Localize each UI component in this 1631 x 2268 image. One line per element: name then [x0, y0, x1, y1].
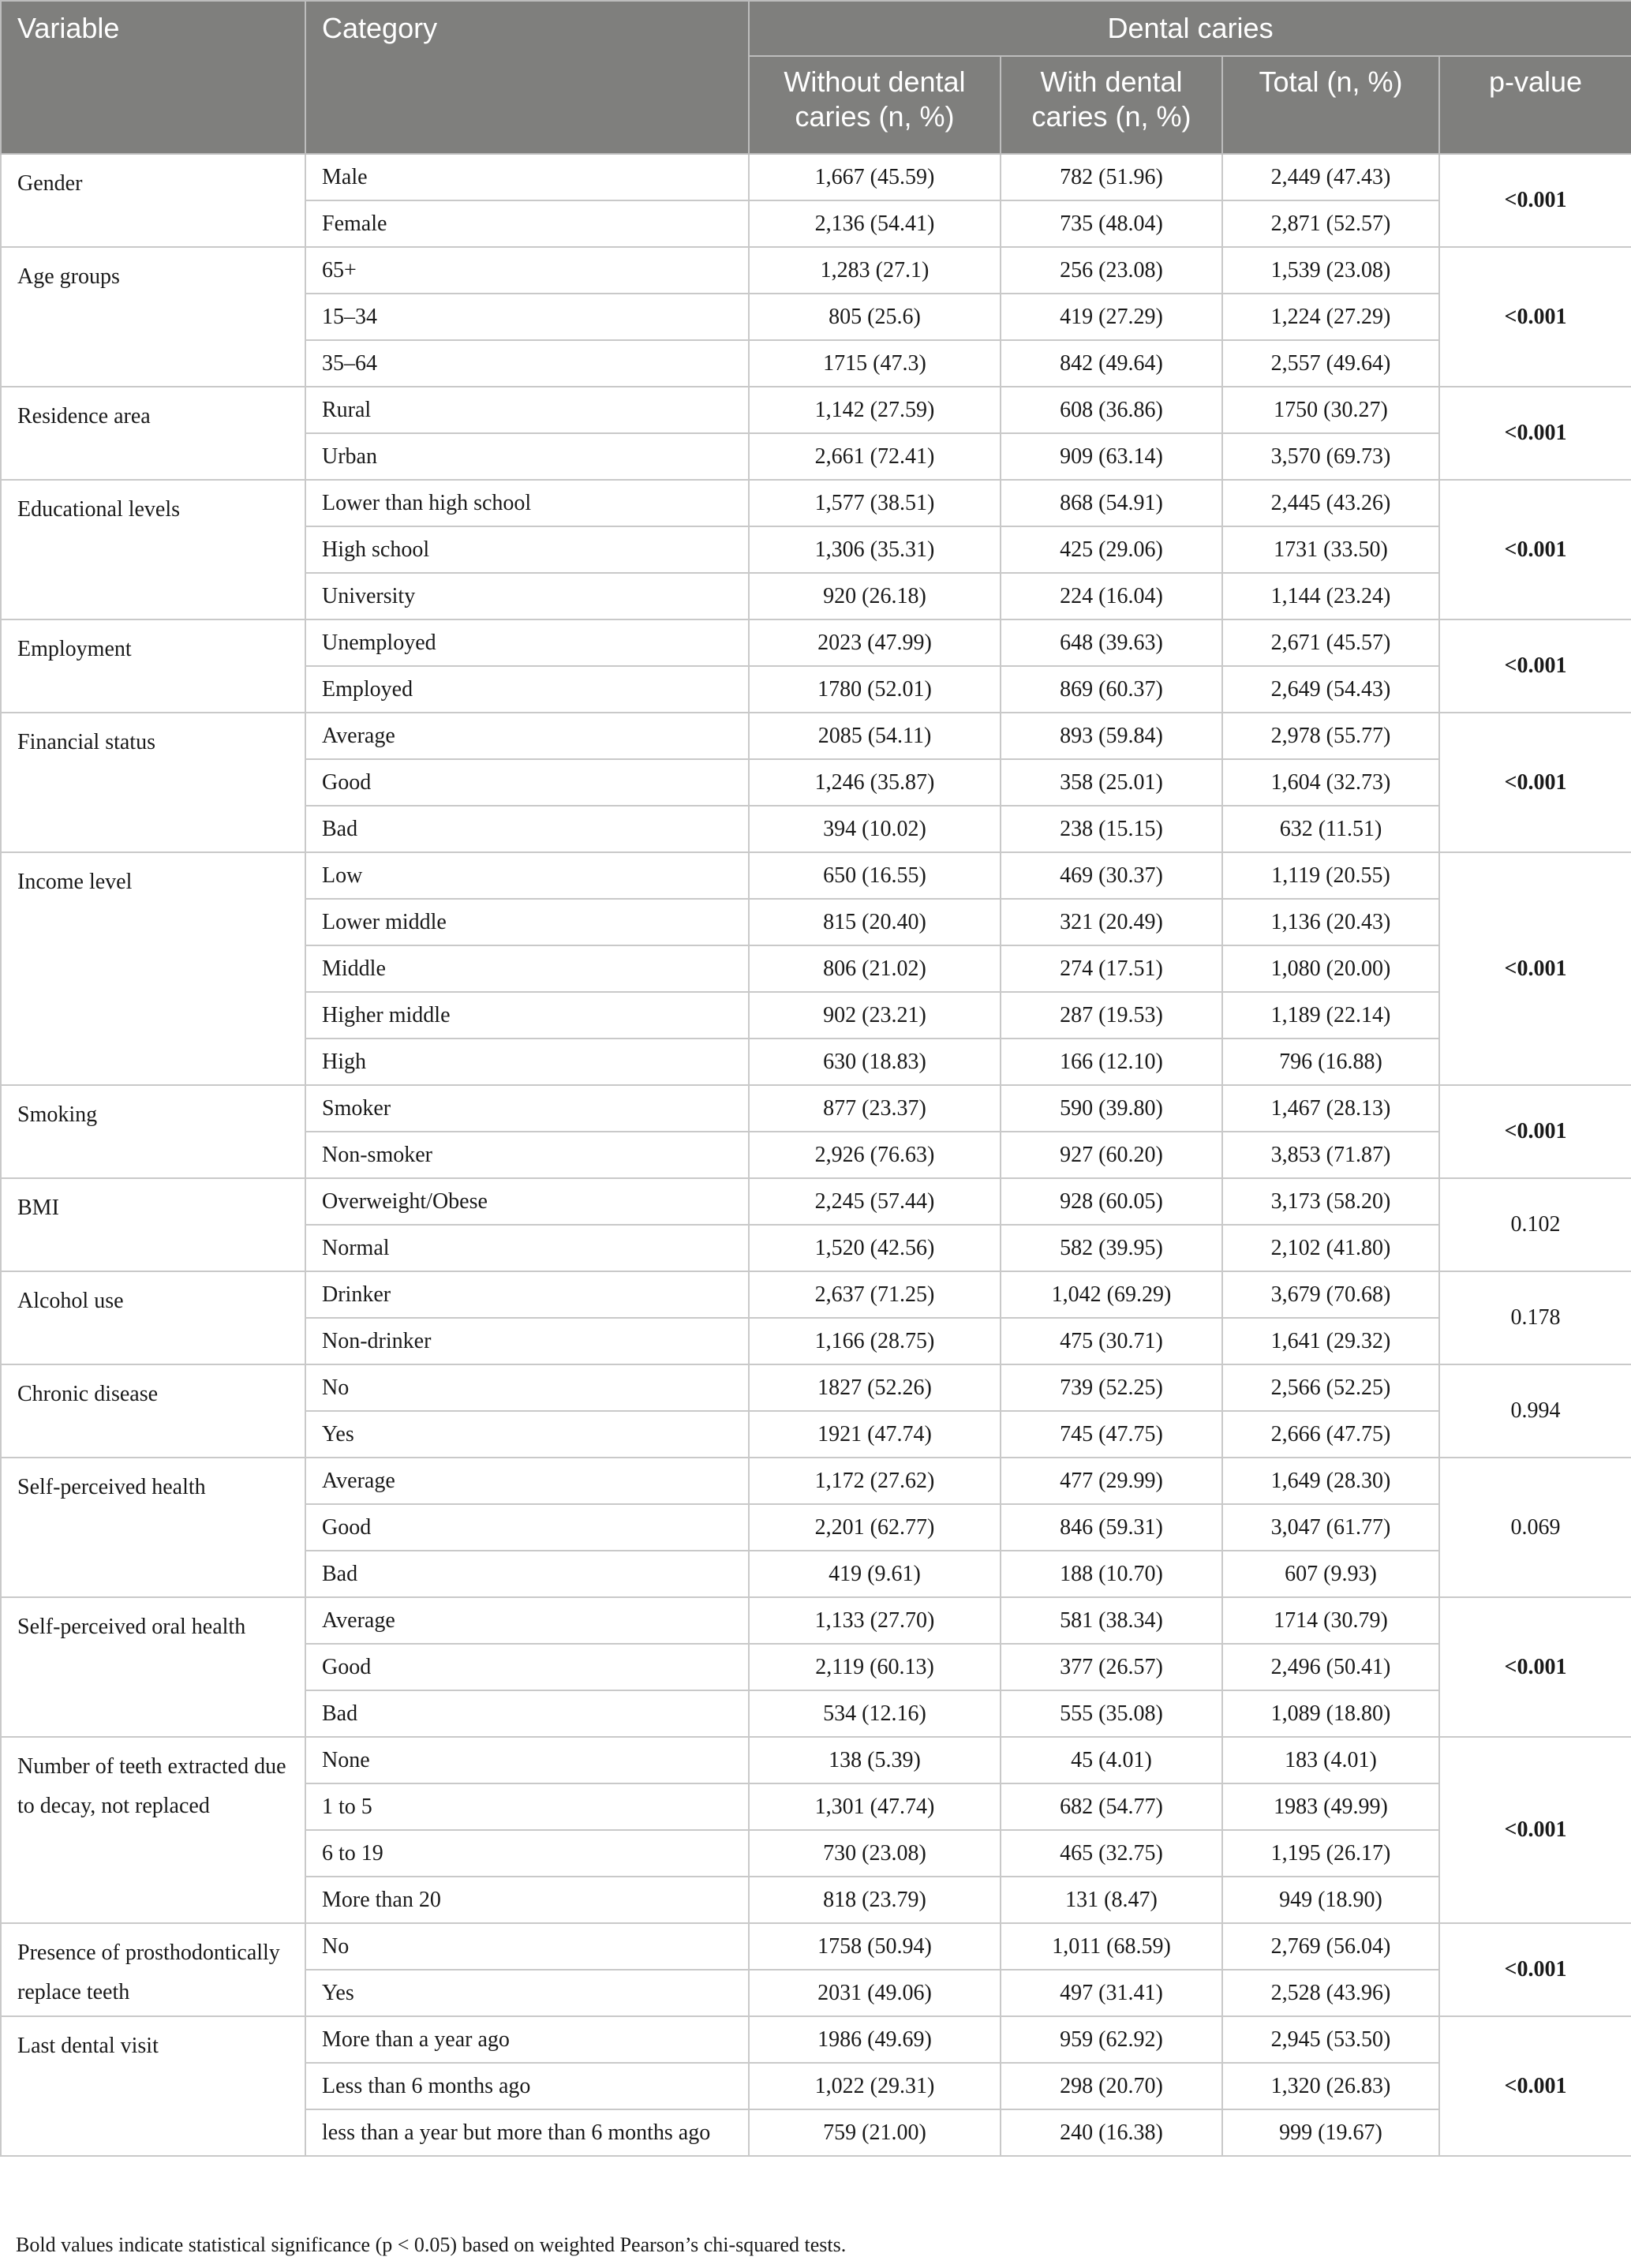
total-cell: 1,119 (20.55) [1222, 852, 1439, 899]
header-category: Category [305, 1, 749, 154]
with-caries-cell: 224 (16.04) [1001, 573, 1222, 619]
table-row [1, 1085, 1631, 1132]
without-caries-cell: 630 (18.83) [749, 1039, 1001, 1085]
without-caries-cell: 2,926 (76.63) [749, 1132, 1001, 1178]
category-cell: High school [305, 526, 749, 573]
table-row [1, 619, 1631, 666]
total-cell: 1,539 (23.08) [1222, 247, 1439, 294]
with-caries-cell: 735 (48.04) [1001, 200, 1222, 247]
variable-cell: Alcohol use [1, 1271, 305, 1364]
category-cell: 6 to 19 [305, 1830, 749, 1877]
without-caries-cell: 2085 (54.11) [749, 713, 1001, 759]
with-caries-cell: 928 (60.05) [1001, 1178, 1222, 1225]
p-value-cell: <0.001 [1439, 480, 1631, 619]
total-cell: 3,047 (61.77) [1222, 1504, 1439, 1551]
table-body [1, 154, 1631, 2156]
category-cell: less than a year but more than 6 months ago [305, 2109, 749, 2156]
variable-cell: Age groups [1, 247, 305, 387]
without-caries-cell: 806 (21.02) [749, 945, 1001, 992]
p-value-cell: <0.001 [1439, 713, 1631, 852]
total-cell: 949 (18.90) [1222, 1877, 1439, 1923]
variable-cell: Last dental visit [1, 2016, 305, 2156]
total-cell: 2,557 (49.64) [1222, 340, 1439, 387]
without-caries-cell: 1758 (50.94) [749, 1923, 1001, 1970]
with-caries-cell: 274 (17.51) [1001, 945, 1222, 992]
table-row [1, 2016, 1631, 2063]
total-cell: 2,449 (47.43) [1222, 154, 1439, 200]
total-cell: 607 (9.93) [1222, 1551, 1439, 1597]
category-cell: Bad [305, 1551, 749, 1597]
without-caries-cell: 2,136 (54.41) [749, 200, 1001, 247]
table-row [1, 1737, 1631, 1783]
without-caries-cell: 730 (23.08) [749, 1830, 1001, 1877]
without-caries-cell: 1,142 (27.59) [749, 387, 1001, 433]
with-caries-cell: 287 (19.53) [1001, 992, 1222, 1039]
table-row [1, 1458, 1631, 1504]
with-caries-cell: 581 (38.34) [1001, 1597, 1222, 1644]
variable-cell: Self-perceived health [1, 1458, 305, 1597]
category-cell: More than 20 [305, 1877, 749, 1923]
without-caries-cell: 1,172 (27.62) [749, 1458, 1001, 1504]
total-cell: 1,649 (28.30) [1222, 1458, 1439, 1504]
header-p-value: p-value [1439, 56, 1631, 154]
variable-cell: BMI [1, 1178, 305, 1271]
without-caries-cell: 2,119 (60.13) [749, 1644, 1001, 1690]
with-caries-cell: 45 (4.01) [1001, 1737, 1222, 1783]
without-caries-cell: 920 (26.18) [749, 573, 1001, 619]
with-caries-cell: 131 (8.47) [1001, 1877, 1222, 1923]
without-caries-cell: 818 (23.79) [749, 1877, 1001, 1923]
with-caries-cell: 1,042 (69.29) [1001, 1271, 1222, 1318]
table-row [1, 1178, 1631, 1225]
p-value-cell: <0.001 [1439, 1597, 1631, 1737]
with-caries-cell: 1,011 (68.59) [1001, 1923, 1222, 1970]
total-cell: 2,671 (45.57) [1222, 619, 1439, 666]
total-cell: 1750 (30.27) [1222, 387, 1439, 433]
total-cell: 999 (19.67) [1222, 2109, 1439, 2156]
table-row [1, 713, 1631, 759]
without-caries-cell: 650 (16.55) [749, 852, 1001, 899]
with-caries-cell: 608 (36.86) [1001, 387, 1222, 433]
without-caries-cell: 394 (10.02) [749, 806, 1001, 852]
category-cell: University [305, 573, 749, 619]
with-caries-cell: 555 (35.08) [1001, 1690, 1222, 1737]
without-caries-cell: 1780 (52.01) [749, 666, 1001, 713]
with-caries-cell: 425 (29.06) [1001, 526, 1222, 573]
category-cell: 65+ [305, 247, 749, 294]
without-caries-cell: 1,577 (38.51) [749, 480, 1001, 526]
category-cell: Urban [305, 433, 749, 480]
variable-cell: Self-perceived oral health [1, 1597, 305, 1737]
category-cell: Female [305, 200, 749, 247]
p-value-cell: <0.001 [1439, 1923, 1631, 2016]
table-row [1, 852, 1631, 899]
table-row [1, 1923, 1631, 1970]
total-cell: 1,144 (23.24) [1222, 573, 1439, 619]
category-cell: Lower than high school [305, 480, 749, 526]
without-caries-cell: 534 (12.16) [749, 1690, 1001, 1737]
category-cell: Average [305, 1458, 749, 1504]
total-cell: 1,195 (26.17) [1222, 1830, 1439, 1877]
without-caries-cell: 2023 (47.99) [749, 619, 1001, 666]
table-header [1, 1, 1631, 154]
category-cell: More than a year ago [305, 2016, 749, 2063]
category-cell: Higher middle [305, 992, 749, 1039]
without-caries-cell: 1,301 (47.74) [749, 1783, 1001, 1830]
with-caries-cell: 188 (10.70) [1001, 1551, 1222, 1597]
category-cell: 35–64 [305, 340, 749, 387]
with-caries-cell: 590 (39.80) [1001, 1085, 1222, 1132]
total-cell: 2,496 (50.41) [1222, 1644, 1439, 1690]
total-cell: 1,189 (22.14) [1222, 992, 1439, 1039]
header-without-caries: Without dental caries (n, %) [749, 56, 1001, 154]
total-cell: 1983 (49.99) [1222, 1783, 1439, 1830]
variable-cell: Presence of prosthodontically replace teeth [1, 1923, 305, 2016]
with-caries-cell: 846 (59.31) [1001, 1504, 1222, 1551]
without-caries-cell: 1,306 (35.31) [749, 526, 1001, 573]
category-cell: Middle [305, 945, 749, 992]
total-cell: 2,102 (41.80) [1222, 1225, 1439, 1271]
with-caries-cell: 893 (59.84) [1001, 713, 1222, 759]
p-value-cell: <0.001 [1439, 1737, 1631, 1923]
with-caries-cell: 256 (23.08) [1001, 247, 1222, 294]
category-cell: 15–34 [305, 294, 749, 340]
p-value-cell: <0.001 [1439, 2016, 1631, 2156]
total-cell: 1,136 (20.43) [1222, 899, 1439, 945]
with-caries-cell: 927 (60.20) [1001, 1132, 1222, 1178]
variable-cell: Number of teeth extracted due to decay, not replaced [1, 1737, 305, 1923]
with-caries-cell: 477 (29.99) [1001, 1458, 1222, 1504]
category-cell: Yes [305, 1411, 749, 1458]
p-value-cell: 0.178 [1439, 1271, 1631, 1364]
total-cell: 2,445 (43.26) [1222, 480, 1439, 526]
total-cell: 2,945 (53.50) [1222, 2016, 1439, 2063]
header-dental-caries: Dental caries [749, 1, 1631, 56]
p-value-cell: 0.102 [1439, 1178, 1631, 1271]
total-cell: 2,978 (55.77) [1222, 713, 1439, 759]
total-cell: 3,679 (70.68) [1222, 1271, 1439, 1318]
category-cell: Good [305, 759, 749, 806]
category-cell: Low [305, 852, 749, 899]
header-with-caries: With dental caries (n, %) [1001, 56, 1222, 154]
p-value-cell: <0.001 [1439, 1085, 1631, 1178]
table-row [1, 154, 1631, 200]
total-cell: 3,173 (58.20) [1222, 1178, 1439, 1225]
variable-cell: Employment [1, 619, 305, 713]
with-caries-cell: 582 (39.95) [1001, 1225, 1222, 1271]
total-cell: 2,649 (54.43) [1222, 666, 1439, 713]
total-cell: 632 (11.51) [1222, 806, 1439, 852]
with-caries-cell: 842 (49.64) [1001, 340, 1222, 387]
with-caries-cell: 497 (31.41) [1001, 1970, 1222, 2016]
header-variable: Variable [1, 1, 305, 154]
with-caries-cell: 869 (60.37) [1001, 666, 1222, 713]
category-cell: Non-drinker [305, 1318, 749, 1364]
category-cell: Smoker [305, 1085, 749, 1132]
total-cell: 183 (4.01) [1222, 1737, 1439, 1783]
category-cell: No [305, 1923, 749, 1970]
with-caries-cell: 469 (30.37) [1001, 852, 1222, 899]
with-caries-cell: 298 (20.70) [1001, 2063, 1222, 2109]
with-caries-cell: 959 (62.92) [1001, 2016, 1222, 2063]
category-cell: Less than 6 months ago [305, 2063, 749, 2109]
without-caries-cell: 419 (9.61) [749, 1551, 1001, 1597]
without-caries-cell: 2031 (49.06) [749, 1970, 1001, 2016]
total-cell: 1,604 (32.73) [1222, 759, 1439, 806]
with-caries-cell: 868 (54.91) [1001, 480, 1222, 526]
table-row [1, 1364, 1631, 1411]
without-caries-cell: 1921 (47.74) [749, 1411, 1001, 1458]
without-caries-cell: 2,661 (72.41) [749, 433, 1001, 480]
without-caries-cell: 2,245 (57.44) [749, 1178, 1001, 1225]
with-caries-cell: 739 (52.25) [1001, 1364, 1222, 1411]
total-cell: 3,570 (69.73) [1222, 433, 1439, 480]
category-cell: Normal [305, 1225, 749, 1271]
without-caries-cell: 1715 (47.3) [749, 340, 1001, 387]
without-caries-cell: 1,283 (27.1) [749, 247, 1001, 294]
category-cell: Bad [305, 1690, 749, 1737]
table-row [1, 387, 1631, 433]
without-caries-cell: 1986 (49.69) [749, 2016, 1001, 2063]
p-value-cell: <0.001 [1439, 247, 1631, 387]
variable-cell: Educational levels [1, 480, 305, 619]
variable-cell: Gender [1, 154, 305, 247]
without-caries-cell: 138 (5.39) [749, 1737, 1001, 1783]
category-cell: Lower middle [305, 899, 749, 945]
total-cell: 1731 (33.50) [1222, 526, 1439, 573]
with-caries-cell: 782 (51.96) [1001, 154, 1222, 200]
category-cell: Average [305, 1597, 749, 1644]
footnote: Bold values indicate statistical significance (p < 0.05) based on weighted Pearson’s chi-squared tests. [16, 2233, 847, 2256]
variable-cell: Financial status [1, 713, 305, 852]
p-value-cell: <0.001 [1439, 154, 1631, 247]
total-cell: 1,080 (20.00) [1222, 945, 1439, 992]
category-cell: Average [305, 713, 749, 759]
with-caries-cell: 648 (39.63) [1001, 619, 1222, 666]
total-cell: 1714 (30.79) [1222, 1597, 1439, 1644]
category-cell: Good [305, 1504, 749, 1551]
without-caries-cell: 1,133 (27.70) [749, 1597, 1001, 1644]
total-cell: 1,224 (27.29) [1222, 294, 1439, 340]
without-caries-cell: 1,022 (29.31) [749, 2063, 1001, 2109]
with-caries-cell: 358 (25.01) [1001, 759, 1222, 806]
with-caries-cell: 745 (47.75) [1001, 1411, 1222, 1458]
total-cell: 796 (16.88) [1222, 1039, 1439, 1085]
category-cell: Bad [305, 806, 749, 852]
without-caries-cell: 1,667 (45.59) [749, 154, 1001, 200]
without-caries-cell: 1,520 (42.56) [749, 1225, 1001, 1271]
with-caries-cell: 419 (27.29) [1001, 294, 1222, 340]
with-caries-cell: 238 (15.15) [1001, 806, 1222, 852]
total-cell: 1,320 (26.83) [1222, 2063, 1439, 2109]
without-caries-cell: 759 (21.00) [749, 2109, 1001, 2156]
without-caries-cell: 902 (23.21) [749, 992, 1001, 1039]
with-caries-cell: 909 (63.14) [1001, 433, 1222, 480]
category-cell: Employed [305, 666, 749, 713]
category-cell: Rural [305, 387, 749, 433]
category-cell: Good [305, 1644, 749, 1690]
category-cell: 1 to 5 [305, 1783, 749, 1830]
total-cell: 2,769 (56.04) [1222, 1923, 1439, 1970]
category-cell: High [305, 1039, 749, 1085]
p-value-cell: <0.001 [1439, 387, 1631, 480]
total-cell: 2,566 (52.25) [1222, 1364, 1439, 1411]
category-cell: No [305, 1364, 749, 1411]
without-caries-cell: 2,637 (71.25) [749, 1271, 1001, 1318]
total-cell: 3,853 (71.87) [1222, 1132, 1439, 1178]
with-caries-cell: 321 (20.49) [1001, 899, 1222, 945]
p-value-cell: <0.001 [1439, 852, 1631, 1085]
with-caries-cell: 240 (16.38) [1001, 2109, 1222, 2156]
with-caries-cell: 377 (26.57) [1001, 1644, 1222, 1690]
p-value-cell: <0.001 [1439, 619, 1631, 713]
total-cell: 1,467 (28.13) [1222, 1085, 1439, 1132]
without-caries-cell: 1827 (52.26) [749, 1364, 1001, 1411]
category-cell: Overweight/Obese [305, 1178, 749, 1225]
with-caries-cell: 166 (12.10) [1001, 1039, 1222, 1085]
total-cell: 1,089 (18.80) [1222, 1690, 1439, 1737]
category-cell: Non-smoker [305, 1132, 749, 1178]
variable-cell: Residence area [1, 387, 305, 480]
table-row [1, 1271, 1631, 1318]
variable-cell: Smoking [1, 1085, 305, 1178]
variable-cell: Chronic disease [1, 1364, 305, 1458]
table-row [1, 480, 1631, 526]
without-caries-cell: 2,201 (62.77) [749, 1504, 1001, 1551]
with-caries-cell: 475 (30.71) [1001, 1318, 1222, 1364]
category-cell: None [305, 1737, 749, 1783]
with-caries-cell: 465 (32.75) [1001, 1830, 1222, 1877]
header-total: Total (n, %) [1222, 56, 1439, 154]
total-cell: 2,528 (43.96) [1222, 1970, 1439, 2016]
without-caries-cell: 1,166 (28.75) [749, 1318, 1001, 1364]
without-caries-cell: 1,246 (35.87) [749, 759, 1001, 806]
without-caries-cell: 805 (25.6) [749, 294, 1001, 340]
table-row [1, 247, 1631, 294]
category-cell: Unemployed [305, 619, 749, 666]
category-cell: Yes [305, 1970, 749, 2016]
table-row [1, 1597, 1631, 1644]
with-caries-cell: 682 (54.77) [1001, 1783, 1222, 1830]
total-cell: 1,641 (29.32) [1222, 1318, 1439, 1364]
category-cell: Drinker [305, 1271, 749, 1318]
p-value-cell: 0.069 [1439, 1458, 1631, 1597]
without-caries-cell: 815 (20.40) [749, 899, 1001, 945]
variable-cell: Income level [1, 852, 305, 1085]
category-cell: Male [305, 154, 749, 200]
total-cell: 2,871 (52.57) [1222, 200, 1439, 247]
without-caries-cell: 877 (23.37) [749, 1085, 1001, 1132]
total-cell: 2,666 (47.75) [1222, 1411, 1439, 1458]
p-value-cell: 0.994 [1439, 1364, 1631, 1458]
